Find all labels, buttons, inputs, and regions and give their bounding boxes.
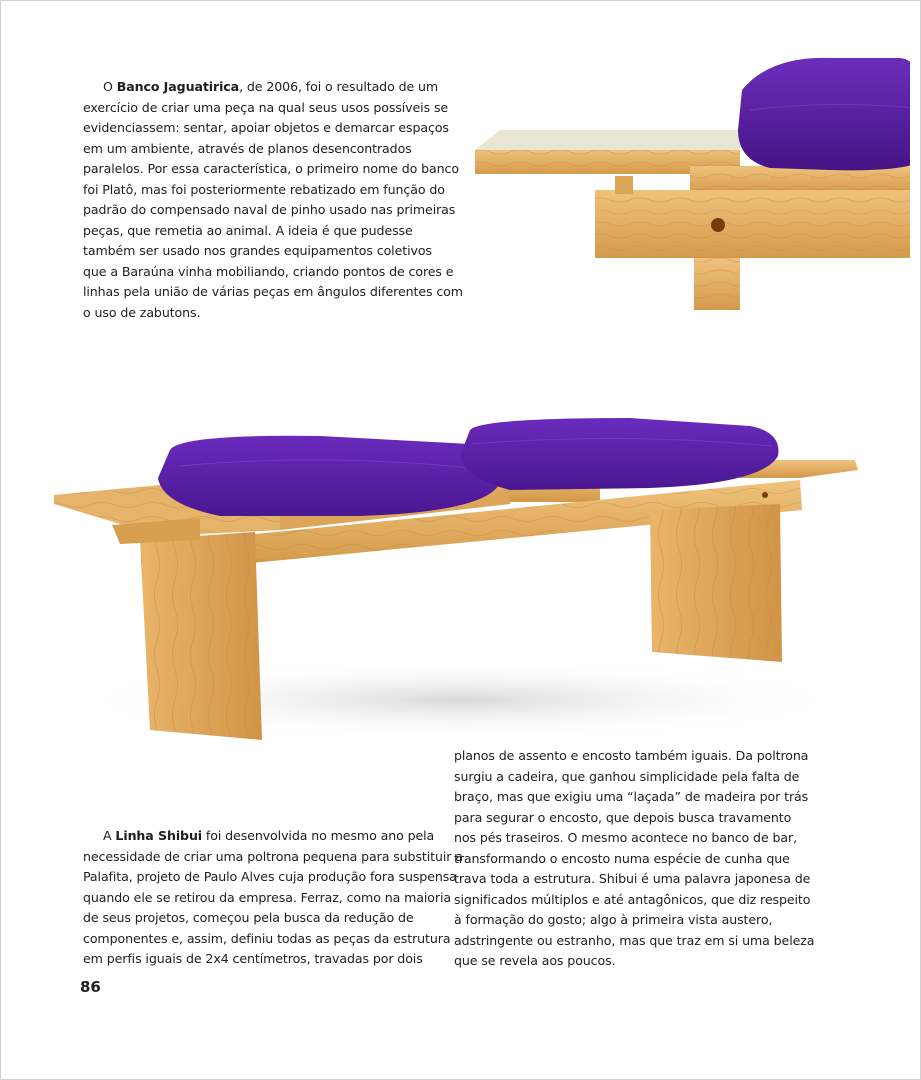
peg-hole — [711, 218, 725, 232]
text-line: que se revela aos poucos. — [454, 953, 616, 968]
text-line: evidenciassem: sentar, apoiar objetos e demarcar espaços — [83, 120, 449, 135]
text-line: também ser usado nos grandes equipamentos coletivos — [83, 243, 432, 258]
text-line: para segurar o encosto, que depois busca travamento — [454, 809, 792, 825]
bold-title: Banco Jaguatirica — [116, 79, 240, 94]
paragraph-shibui-continued — [454, 746, 814, 972]
text-line: paralelos. Por essa característica, o primeiro nome do banco — [83, 161, 459, 176]
text-line: peças, que remetia ao animal. A ideia é que pudesse — [83, 222, 413, 238]
text-line: em um ambiente, através de planos desencontrados — [83, 140, 412, 156]
text-line: Palafita, projeto de Paulo Alves cuja produção fora suspensa — [83, 869, 457, 884]
line-lead: O — [103, 79, 117, 94]
paragraph-banco-jaguatirica — [83, 77, 463, 323]
text-line: foi Platô, mas foi posteriormente rebatizado em função do — [83, 181, 445, 197]
text-line: componentes e, assim, definiu todas as peças da estrutura — [83, 930, 451, 946]
paragraph-linha-shibui — [83, 826, 463, 970]
text-line: em perfis iguais de 2x4 centímetros, travadas por dois — [83, 951, 423, 966]
text-line: significados múltiplos e até antagônicos, que diz respeito — [454, 891, 811, 907]
page-number: 86 — [80, 978, 101, 996]
text-line: exercício de criar uma peça na qual seus usos possíveis se — [83, 99, 449, 115]
text-line: necessidade de criar uma poltrona pequena para substituir a — [83, 848, 463, 864]
line-rest: , de 2006, foi o resultado de um — [239, 79, 439, 94]
left-purple-cushion — [158, 436, 498, 516]
text-line — [83, 826, 463, 847]
text-line: nos pés traseiros. O mesmo acontece no banco de bar, — [454, 830, 797, 845]
bench-detail-photo — [470, 50, 910, 310]
line-rest: foi desenvolvida no mesmo ano pela — [202, 828, 435, 843]
text-line: que a Baraúna vinha mobiliando, criando pontos de cores e — [83, 263, 454, 279]
text-line: adstringente ou estranho, mas que traz em si uma beleza — [454, 932, 815, 948]
text-line: transformando o encosto numa espécie de cunha que — [454, 850, 790, 866]
text-line: planos de assento e encosto também iguais. Da poltrona — [454, 748, 809, 763]
text-line: padrão do compensado naval de pinho usado nas primeiras — [83, 202, 456, 217]
text-line: linhas pela união de várias peças em ângulos diferentes com — [83, 284, 463, 299]
text-line — [83, 77, 463, 98]
text-line: à formação do gosto; algo à primeira vista austero, — [454, 912, 773, 927]
text-line: trava toda a estrutura. Shibui é uma palavra japonesa de — [454, 871, 811, 886]
text-line: quando ele se retirou da empresa. Ferraz, como na maioria — [83, 889, 451, 905]
text-line: surgiu a cadeira, que ganhou simplicidade pela falta de — [454, 768, 800, 784]
text-line: o uso de zabutons. — [83, 304, 201, 320]
right-purple-cushion — [460, 418, 778, 490]
bench-jaguatirica-photo — [40, 400, 880, 760]
text-line: braço, mas que exigiu uma “laçada” de madeira por trás — [454, 789, 809, 804]
text-line: de seus projetos, começou pela busca da redução de — [83, 910, 414, 925]
line-lead: A — [103, 828, 116, 843]
bold-title: Linha Shibui — [115, 828, 203, 843]
purple-cushion — [738, 58, 910, 170]
